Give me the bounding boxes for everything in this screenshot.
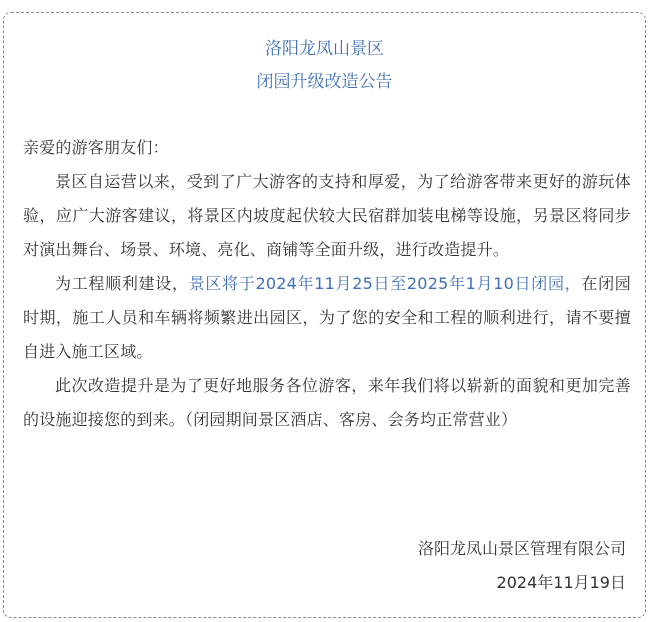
closure-detail-text: 在闭园时期，施工人员和车辆将频繁进出园区，为了您的安全和工程的顺利进行，请不要擅自进入施工区域。 — [23, 274, 631, 361]
closure-lead-text: 为工程顺利建设， — [55, 274, 189, 293]
notice-card — [3, 12, 646, 618]
notice-body — [23, 131, 631, 437]
notice-title-venue: 洛阳龙凤山景区 — [265, 39, 384, 59]
paragraph-intro: 景区自运营以来，受到了广大游客的支持和厚爱，为了给游客带来更好的游玩体验，应广大游客建议，将景区内坡度起伏较大民宿群加装电梯等设施，另景区将同步对演出舞台、场景、环境、亮化、商铺等全面升级，进行改造提升。 — [23, 172, 631, 259]
closure-dates-highlight: 景区将于2024年11月25日至2025年1月10日闭园， — [188, 274, 582, 293]
signature-date: 2024年11月19日 — [496, 573, 626, 592]
paragraph-closure — [23, 267, 631, 369]
paragraph-outlook: 此次改造提升是为了更好地服务各位游客，来年我们将以崭新的面貌和更加完善的设施迎接您的到来。（闭园期间景区酒店、客房、会务均正常营业） — [23, 376, 631, 429]
signature-organization: 洛阳龙凤山景区管理有限公司 — [417, 539, 626, 558]
greeting: 亲爱的游客朋友们： — [23, 138, 169, 157]
notice-title-subject: 闭园升级改造公告 — [256, 72, 393, 92]
